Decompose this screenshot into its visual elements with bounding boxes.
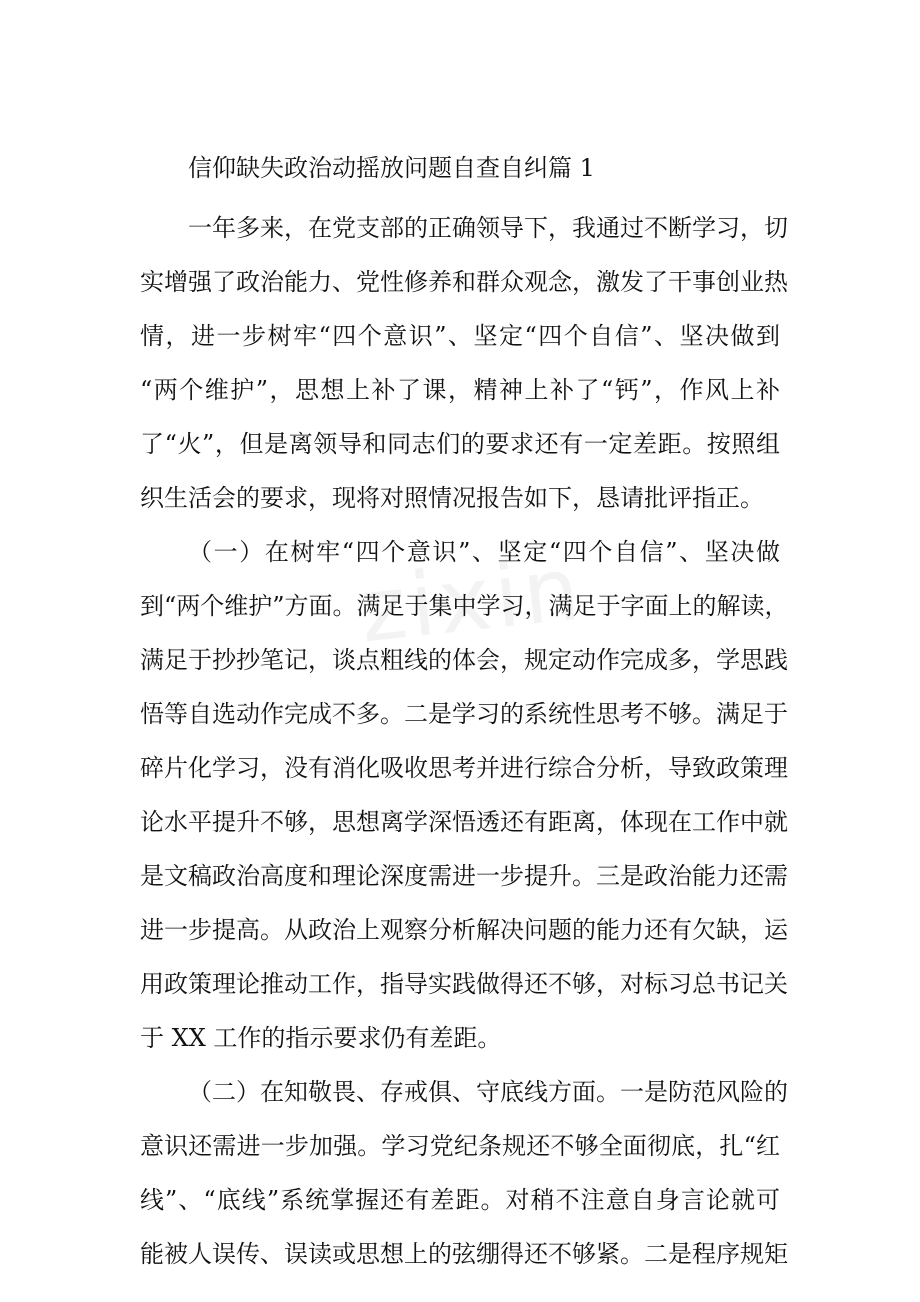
- paragraph-line: 情，进一步树牢“四个意识”、坚定“四个自信”、坚决做到: [140, 322, 780, 350]
- paragraph-line: 实增强了政治能力、党性修养和群众观念，激发了干事创业热: [140, 268, 788, 296]
- paragraph-line: 于 XX 工作的指示要求仍有差距。: [140, 1024, 502, 1052]
- document-title: 信仰缺失政治动摇放问题自查自纠篇 1: [188, 154, 595, 182]
- paragraph-line: 了“火”，但是离领导和同志们的要求还有一定差距。按照组: [140, 430, 780, 458]
- paragraph-line: 论水平提升不够，思想离学深悟透还有距离，体现在工作中就: [140, 808, 788, 836]
- paragraph-line: 意识还需进一步加强。学习党纪条规还不够全面彻底，扎“红: [140, 1132, 780, 1160]
- paragraph-line: 满足于抄抄笔记，谈点粗线的体会，规定动作完成多，学思践: [140, 646, 788, 674]
- paragraph-line: 一年多来，在党支部的正确领导下，我通过不断学习，切: [188, 214, 788, 242]
- paragraph-line: 是文稿政治高度和理论深度需进一步提升。三是政治能力还需: [140, 862, 788, 890]
- paragraph-line: 进一步提高。从政治上观察分析解决问题的能力还有欠缺，运: [140, 916, 788, 944]
- paragraph-line: 用政策理论推动工作，指导实践做得还不够，对标习总书记关: [140, 970, 788, 998]
- paragraph-line: 织生活会的要求，现将对照情况报告如下，恳请批评指正。: [140, 484, 764, 512]
- paragraph-line: 线”、“底线”系统掌握还有差距。对稍不注意自身言论就可: [140, 1186, 780, 1214]
- paragraph-line: （二）在知敬畏、存戒俱、守底线方面。一是防范风险的: [188, 1078, 788, 1106]
- paragraph-line: 悟等自选动作完成不多。二是学习的系统性思考不够。满足于: [140, 700, 788, 728]
- paragraph-line: “两个维护”，思想上补了课，精神上补了“钙”，作风上补: [140, 376, 780, 404]
- paragraph-line: 到“两个维护”方面。满足于集中学习，满足于字面上的解读，: [140, 592, 789, 620]
- paragraph-line: 能被人误传、误读或思想上的弦绷得还不够紧。二是程序规矩: [140, 1240, 788, 1268]
- paragraph-line: （一）在树牢“四个意识”、坚定“四个自信”、坚决做: [188, 538, 780, 566]
- paragraph-line: 碎片化学习，没有消化吸收思考并进行综合分析，导致政策理: [140, 754, 788, 782]
